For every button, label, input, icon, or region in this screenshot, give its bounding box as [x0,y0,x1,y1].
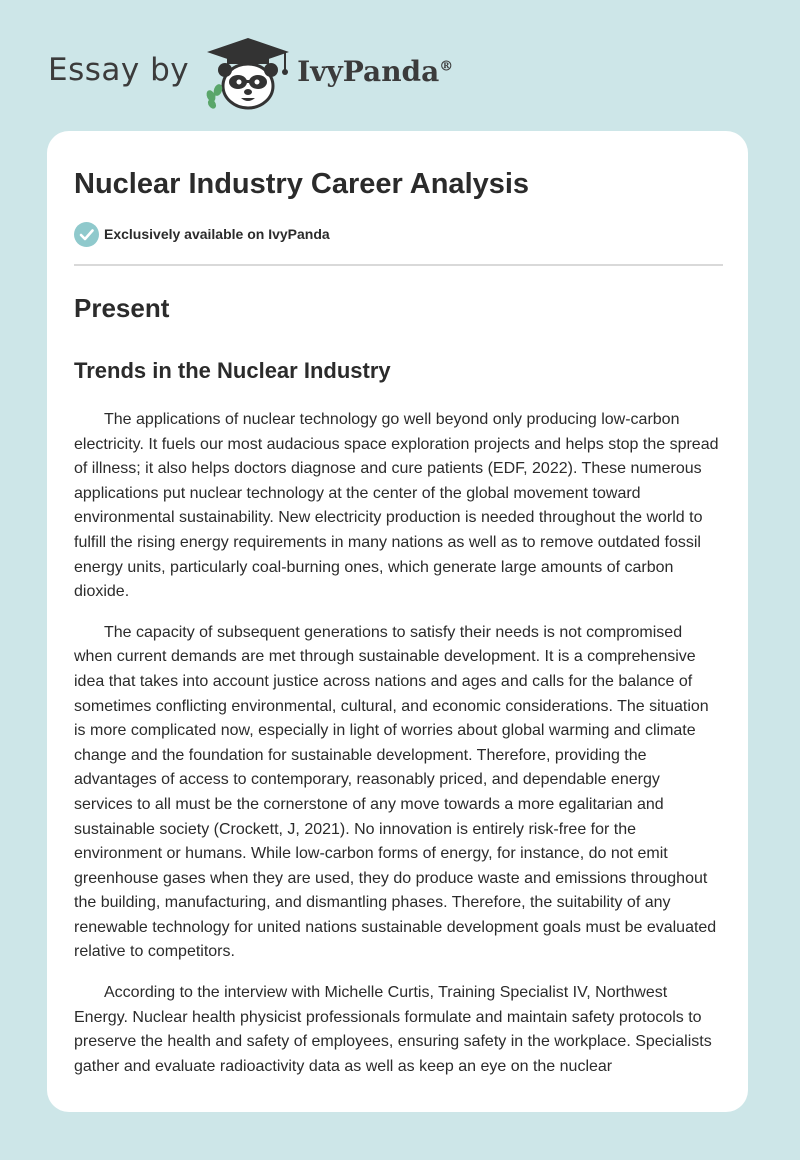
exclusive-badge [74,221,722,247]
check-badge-icon [74,222,99,247]
site-header [48,36,453,112]
document-content [74,163,722,1079]
brand-name[interactable] [297,55,453,88]
title-divider [74,264,723,266]
paragraph: The capacity of subsequent generations to satisfy their needs is not compromised when current demands are met through sustainable development. It is a comprehensive idea that takes into account justice across nations and ages and calls for the balance of sometimes conflicting environmental, cultural, and economic considerations. The situation is more complicated now, especially in light of worries about global warming and climate change and the foundation for sustainable development. Therefore, providing the advantages of access to contemporary, reasonably priced, and dependable energy services to all must be the cornerstone of any move towards a more egalitarian and sustainable society (Crockett, J, 2021). No innovation is entirely risk-free for the environment or humans. While low-carbon forms of energy, for instance, do not emit greenhouse gases when they are used, they do produce waste and emissions throughout the building, manufacturing, and dismantling phases. Therefore, the suitability of any renewable technology for united nations sustainable development goals must be evaluated relative to competitors. [74,623,717,961]
paragraph: The applications of nuclear technology go well beyond only producing low-carbon electricity. It fuels our most audacious space exploration projects and helps stop the spread of illness; it also helps doctors diagnose and cure patients (EDF, 2022). These numerous applications put nuclear technology at the center of the global movement toward environmental sustainability. New electricity production is needed throughout the world to fulfill the rising energy requirements in many nations as well as to remove outdated fossil energy units, particularly coal-burning ones, which generate large amounts of carbon dioxide. [74,411,719,601]
exclusive-label: Exclusively available on IvyPanda [104,226,330,242]
document-title: Nuclear Industry Career Analysis [74,168,530,200]
section-heading: Present [74,293,170,323]
panda-graduate-icon[interactable] [203,36,293,112]
document-card [47,131,748,1112]
paragraph: According to the interview with Michelle Curtis, Training Specialist IV, Northwest Energy. Nuclear health physicist professionals formulate and maintain safety protocols to preserve the health and safety of employees, ensuring safety in the workplace. Specialists gather and evaluate radioactivity data as well as keep an eye on the nuclear [74,984,712,1075]
sub-heading: Trends in the Nuclear Industry [74,358,391,383]
essay-by-label: Essay by [48,52,190,88]
brand-text: IvyPanda [297,54,440,88]
registered-mark: ® [439,58,454,75]
